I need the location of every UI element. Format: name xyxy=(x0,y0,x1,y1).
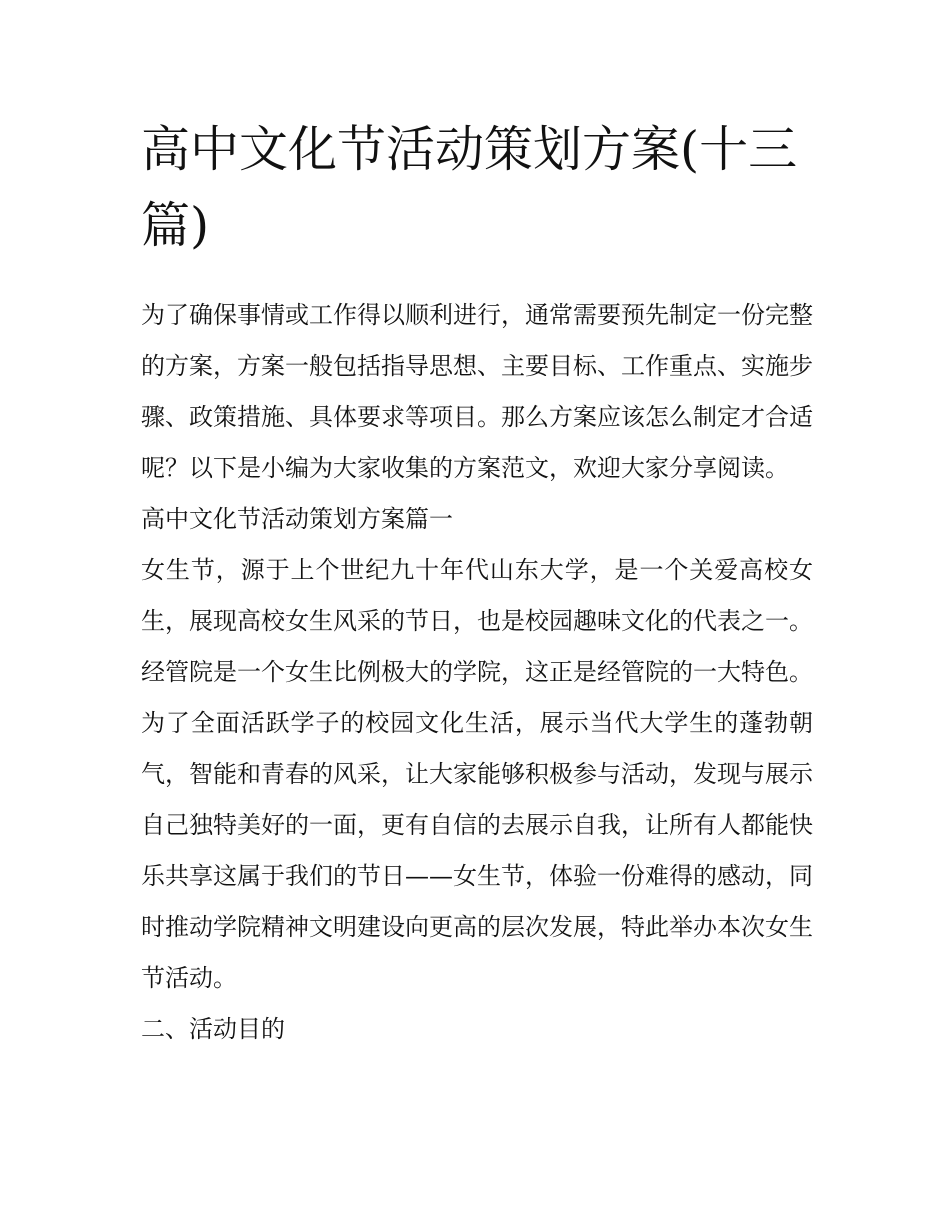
section-title: 高中文化节活动策划方案篇一 xyxy=(141,505,453,533)
section-body-paragraph: 女生节，源于上个世纪九十年代山东大学，是一个关爱高校女生，展现高校女生风采的节日，也是校园趣味文化的代表之一。经管院是一个女生比例极大的学院，这正是经管院的一大特色。为了全面活跃学子的校园文化生活，展示当代大学生的蓬勃朝气，智能和青春的风采，让大家能够积极参与活动，发现与展示自己独特美好的一面，更有自信的去展示自我，让所有人都能快乐共享这属于我们的节日——女生节，体验一份难得的感动，同时推动学院精神文明建设向更高的层次发展，特此举办本次女生节活动。 xyxy=(141,556,813,992)
document-title: 高中文化节活动策划方案(十三篇) xyxy=(141,121,798,254)
document-page xyxy=(141,112,813,1055)
intro-paragraph: 为了确保事情或工作得以顺利进行，通常需要预先制定一份完整的方案，方案一般包括指导思想、主要目标、工作重点、实施步骤、政策措施、具体要求等项目。那么方案应该怎么制定才合适呢？以下是小编为大家收集的方案范文，欢迎大家分享阅读。 xyxy=(141,301,813,482)
subheading-activity-purpose: 二、活动目的 xyxy=(141,1015,285,1043)
